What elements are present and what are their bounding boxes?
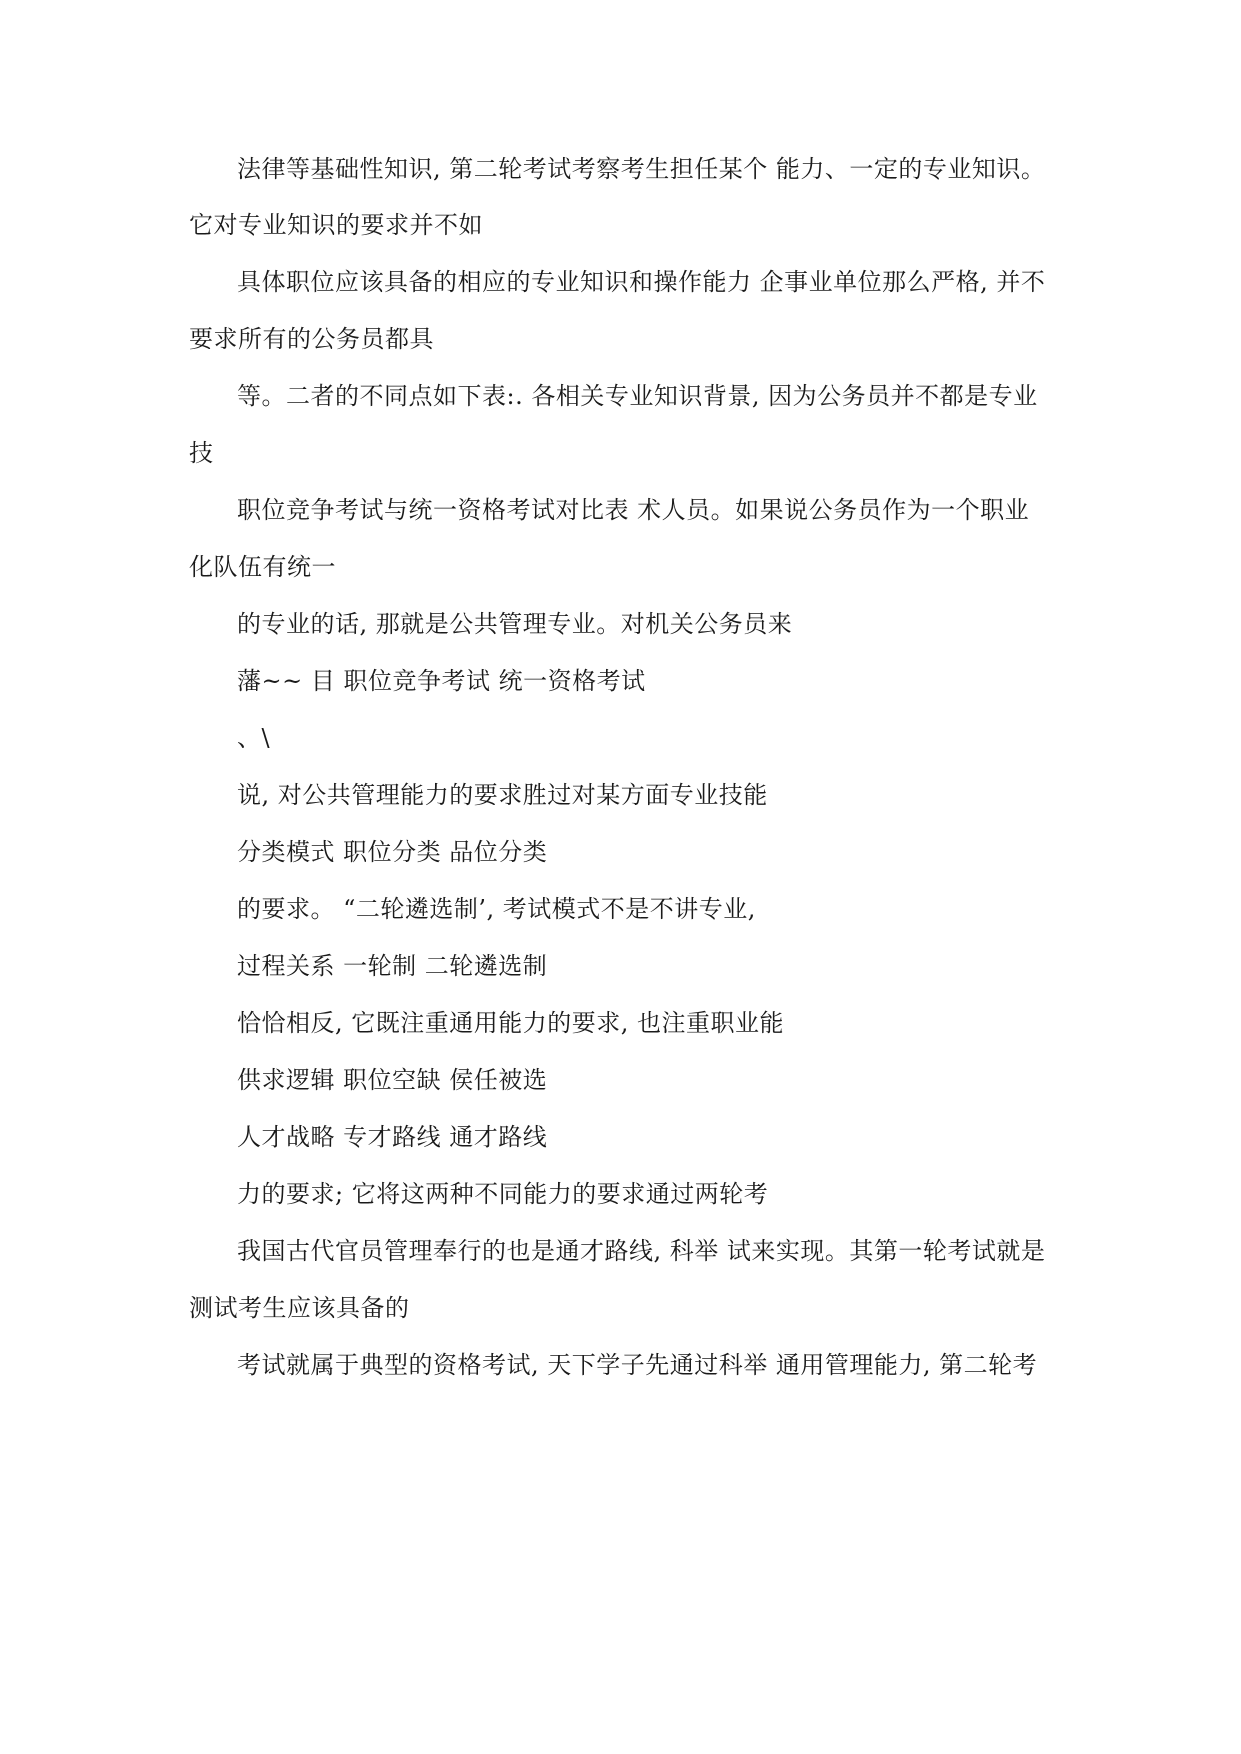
text-line: 技 [189,439,214,467]
text-line: 力的要求; 它将这两种不同能力的要求通过两轮考 [237,1180,769,1208]
text-line: 职位竞争考试与统一资格考试对比表 术人员。如果说公务员作为一个职业 [237,496,1030,524]
text-line: 藩~~ 目 职位竞争考试 统一资格考试 [237,667,646,695]
text-line: 我国古代官员管理奉行的也是通才路线, 科举 试来实现。其第一轮考试就是 [237,1237,1046,1265]
text-line: 考试就属于典型的资格考试, 天下学子先通过科举 通用管理能力, 第二轮考 [237,1351,1038,1379]
text-line: 测试考生应该具备的 [189,1294,410,1322]
text-line: 说, 对公共管理能力的要求胜过对某方面专业技能 [237,781,768,809]
text-line: 的要求。 “二轮遴选制’, 考试模式不是不讲专业, [237,895,756,923]
text-line: 要求所有的公务员都具 [189,325,434,353]
text-line: 供求逻辑 职位空缺 侯任被选 [237,1066,548,1094]
text-line: 分类模式 职位分类 品位分类 [237,838,548,866]
text-line: 等。二者的不同点如下表:. 各相关专业知识背景, 因为公务员并不都是专业 [237,382,1038,410]
text-line: 恰恰相反, 它既注重通用能力的要求, 也注重职业能 [237,1009,785,1037]
text-line: 具体职位应该具备的相应的专业知识和操作能力 企事业单位那么严格, 并不 [237,268,1046,296]
text-line: 的专业的话, 那就是公共管理专业。对机关公务员来 [237,610,793,638]
text-line: 它对专业知识的要求并不如 [189,211,483,239]
text-line: 人才战略 专才路线 通才路线 [237,1123,548,1151]
text-line: 化队伍有统一 [189,553,336,581]
text-line: 法律等基础性知识, 第二轮考试考察考生担任某个 能力、一定的专业知识。 [237,155,1046,183]
text-line: 、\ [237,724,271,752]
text-line: 过程关系 一轮制 二轮遴选制 [237,952,548,980]
